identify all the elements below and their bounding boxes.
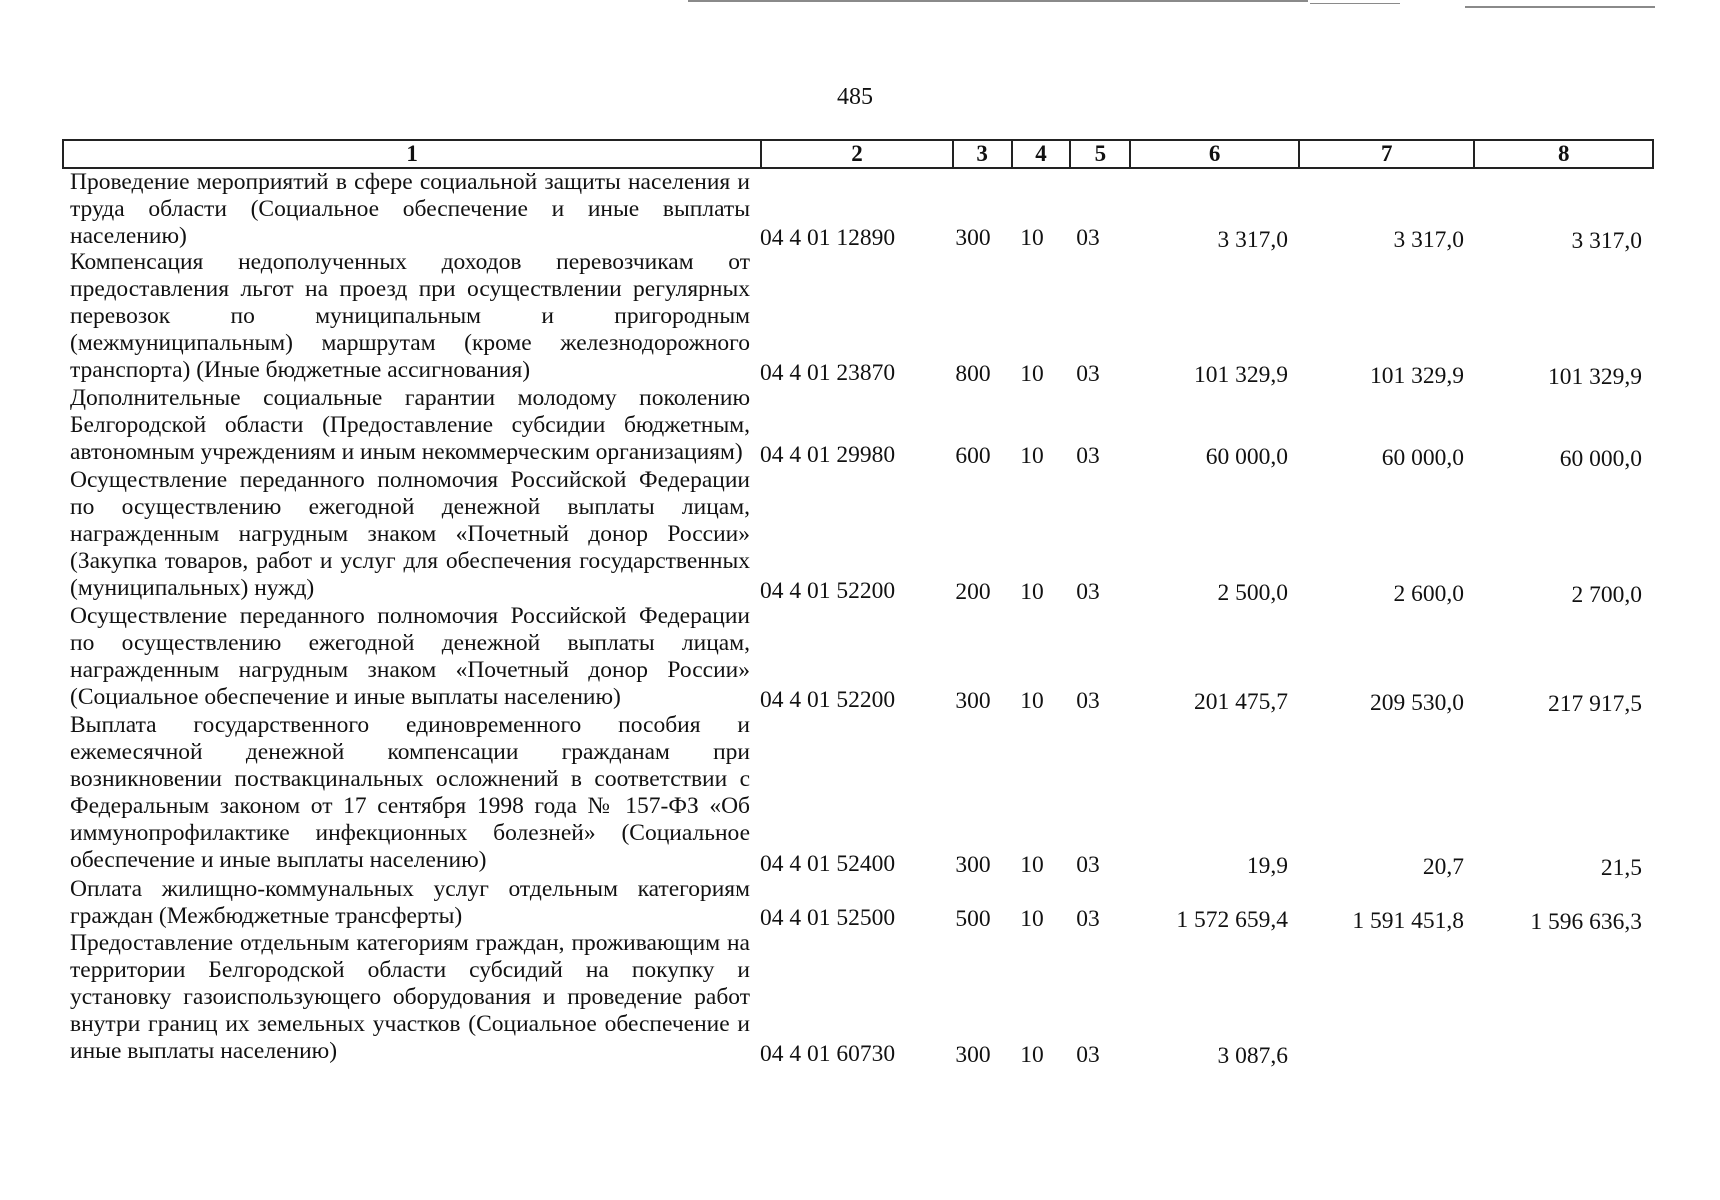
row-description: Оплата жилищно-коммунальных услуг отдельным категориям граждан (Межбюджетные трансферты) xyxy=(70,876,750,929)
row-subsection: 03 xyxy=(1076,225,1100,251)
row-amount-col8: 1 596 636,3 xyxy=(1530,909,1642,935)
row-amount-col8: 60 000,0 xyxy=(1559,446,1642,472)
row-description: Дополнительные социальные гарантии молодому поколению Белгородской области (Предоставление субсидии бюджетным, автономным учреждениям и иным некоммерческим организациям) xyxy=(70,385,750,465)
row-section: 10 xyxy=(1020,361,1044,387)
row-expense-type: 600 xyxy=(955,443,991,469)
row-section: 10 xyxy=(1020,443,1044,469)
row-expense-type: 200 xyxy=(955,579,991,605)
row-description: Компенсация недополученных доходов перевозчикам от предоставления льгот на проезд при осуществлении регулярных перевозок по муниципальным и пригородным (межмуниципальным) маршрутам (кроме железнодорожного транспорта) (Иные бюджетные ассигнования) xyxy=(70,249,750,383)
row-subsection: 03 xyxy=(1076,361,1100,387)
row-amount-col6: 19,9 xyxy=(1246,853,1288,879)
row-section: 10 xyxy=(1020,225,1044,251)
row-amount-col6: 3 317,0 xyxy=(1217,227,1288,253)
row-expense-type: 300 xyxy=(955,225,991,251)
scan-edge-line xyxy=(1465,6,1655,8)
row-amount-col6: 2 500,0 xyxy=(1217,580,1288,606)
row-expense-type: 300 xyxy=(955,1042,991,1068)
row-expense-type: 500 xyxy=(955,906,991,932)
row-amount-col7: 101 329,9 xyxy=(1370,363,1464,389)
row-section: 10 xyxy=(1020,688,1044,714)
header-cell-8: 8 xyxy=(1557,141,1570,166)
row-subsection: 03 xyxy=(1076,688,1100,714)
header-cell-1: 1 xyxy=(64,141,762,167)
row-amount-col7: 1 591 451,8 xyxy=(1352,908,1464,934)
row-amount-col7: 3 317,0 xyxy=(1393,227,1464,253)
row-amount-col8: 101 329,9 xyxy=(1548,364,1642,390)
table-header-row xyxy=(62,139,1654,169)
row-description: Осуществление переданного полномочия Российской Федерации по осуществлению ежегодной денежной выплаты лицам, награжденным нагрудным знаком «Почетный донор России» (Социальное обеспечение и иные выплаты населению) xyxy=(70,603,750,710)
row-amount-col6: 60 000,0 xyxy=(1205,444,1288,470)
row-amount-col7: 20,7 xyxy=(1422,854,1464,880)
header-cell-4: 4 xyxy=(1013,141,1072,167)
row-subsection: 03 xyxy=(1076,852,1100,878)
row-expense-type: 300 xyxy=(955,688,991,714)
header-cell-7: 7 xyxy=(1300,141,1476,167)
row-section: 10 xyxy=(1020,579,1044,605)
header-cell-6: 6 xyxy=(1131,141,1300,167)
header-cell-5: 5 xyxy=(1071,141,1131,167)
row-amount-col8: 21,5 xyxy=(1600,855,1642,881)
row-section: 10 xyxy=(1020,852,1044,878)
row-code: 04 4 01 23870 xyxy=(760,360,896,386)
row-amount-col7: 2 600,0 xyxy=(1393,581,1464,607)
row-subsection: 03 xyxy=(1076,906,1100,932)
row-section: 10 xyxy=(1020,906,1044,932)
row-description: Выплата государственного единовременного пособия и ежемесячной денежной компенсации гражданам при возникновении поствакцинальных осложнений в соответствии с Федеральным законом от 17 сентября 1998 года № 157-ФЗ «Об иммунопрофилактике инфекционных болезней» (Социальное обеспечение и иные выплаты населению) xyxy=(70,712,750,873)
header-cell-2: 2 xyxy=(762,141,954,167)
row-amount-col6: 1 572 659,4 xyxy=(1176,907,1288,933)
row-description: Предоставление отдельным категориям граждан, проживающим на территории Белгородской области субсидий на покупку и установку газоиспользующего оборудования и проведение работ внутри границ их земельных участков (Социальное обеспечение и иные выплаты населению) xyxy=(70,930,750,1064)
row-amount-col7: 209 530,0 xyxy=(1370,690,1464,716)
row-expense-type: 300 xyxy=(955,852,991,878)
row-code: 04 4 01 52500 xyxy=(760,905,896,931)
row-amount-col8: 3 317,0 xyxy=(1571,228,1642,254)
row-code: 04 4 01 52200 xyxy=(760,687,896,713)
row-amount-col8: 2 700,0 xyxy=(1571,582,1642,608)
row-amount-col7: 60 000,0 xyxy=(1381,445,1464,471)
row-expense-type: 800 xyxy=(955,361,991,387)
row-code: 04 4 01 52200 xyxy=(760,578,896,604)
row-code: 04 4 01 29980 xyxy=(760,442,896,468)
row-code: 04 4 01 52400 xyxy=(760,851,896,877)
row-subsection: 03 xyxy=(1076,1042,1100,1068)
row-amount-col6: 201 475,7 xyxy=(1194,689,1288,715)
page-number: 485 xyxy=(837,84,873,110)
row-code: 04 4 01 12890 xyxy=(760,225,896,251)
scan-edge-line xyxy=(688,0,1308,2)
row-amount-col6: 3 087,6 xyxy=(1217,1043,1288,1069)
scan-edge-line xyxy=(1310,3,1400,4)
row-section: 10 xyxy=(1020,1042,1044,1068)
header-cell-3: 3 xyxy=(954,141,1013,167)
row-subsection: 03 xyxy=(1076,579,1100,605)
row-subsection: 03 xyxy=(1076,443,1100,469)
row-description: Проведение мероприятий в сфере социальной защиты населения и труда области (Социальное обеспечение и иные выплаты населению) xyxy=(70,169,750,249)
row-amount-col8: 217 917,5 xyxy=(1548,691,1642,717)
row-amount-col6: 101 329,9 xyxy=(1194,362,1288,388)
row-description: Осуществление переданного полномочия Российской Федерации по осуществлению ежегодной денежной выплаты лицам, награжденным нагрудным знаком «Почетный донор России» (Закупка товаров, работ и услуг для обеспечения государственных (муниципальных) нужд) xyxy=(70,467,750,601)
row-code: 04 4 01 60730 xyxy=(760,1041,896,1067)
